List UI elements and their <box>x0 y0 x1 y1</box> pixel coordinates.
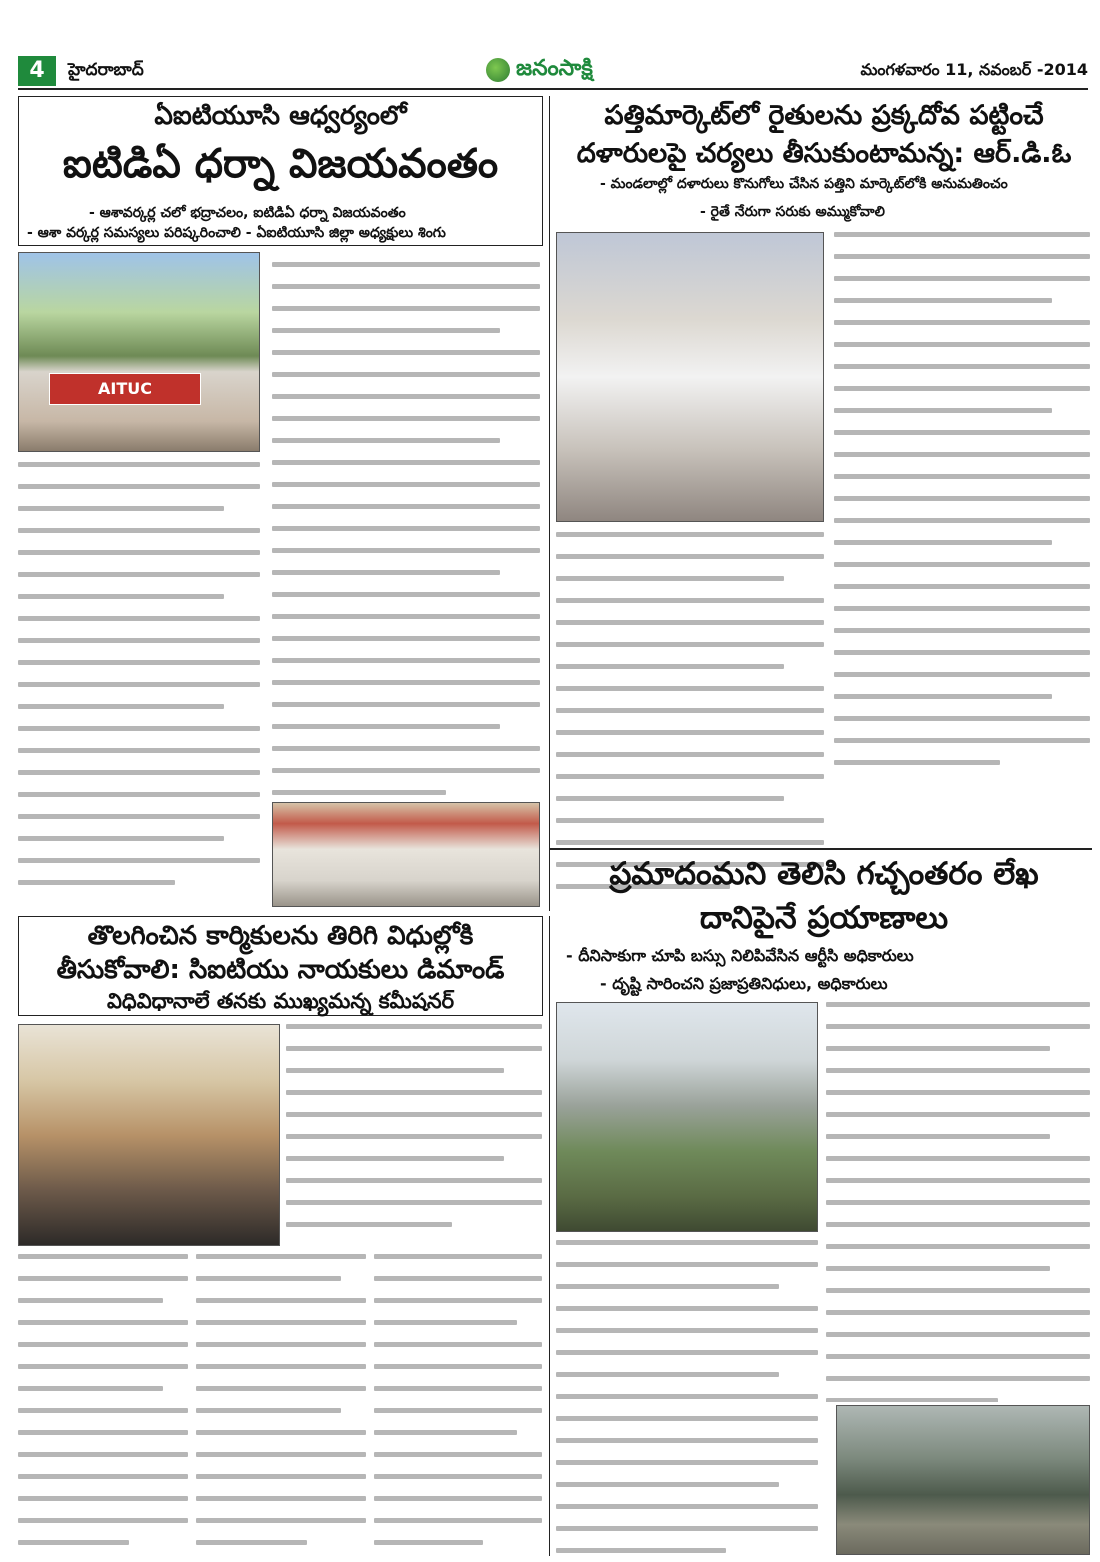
story1-body-col-1 <box>18 462 260 910</box>
page-number: 4 <box>18 56 56 86</box>
story2-subhead-2: - రైతే నేరుగా సరుకు అమ్ముకోవాలి <box>700 204 885 220</box>
story1-subhead-2: - ఆశా వర్కర్ల సమస్యలు పరిష్కరించాలి - ఏఐటియూసి జిల్లా అధ్యక్షులు శింగు <box>27 225 446 241</box>
story3-body-col-top <box>286 1024 542 1246</box>
story3-header-box <box>18 916 543 1016</box>
masthead <box>18 50 1088 90</box>
story3-body-col-2 <box>196 1254 366 1554</box>
story4-headline-line-1: ప్రమాదంమని తెలిసి గచ్చంతరం లేఖ <box>609 856 1039 892</box>
story4-subhead-2: - దృష్టి సారించని ప్రజాప్రతినిధులు, అధికారులు <box>600 974 888 993</box>
story2-headline-line-1: పత్తిమార్కెట్‌లో రైతులను ప్రక్కదోవ పట్టించే <box>604 100 1044 131</box>
story3-body-col-1 <box>18 1254 188 1554</box>
story2-body-col-2 <box>834 232 1090 802</box>
story3-subhead: విధివిధానాలే తనకు ముఖ్యమన్న కమీషనర్ <box>106 989 455 1013</box>
story1-headline: ఐటిడిఏ ధర్నా విజయవంతం <box>62 141 499 187</box>
rally-photo <box>18 252 260 452</box>
damaged-culvert-photo <box>556 1002 818 1232</box>
logo-text: జనంసాక్షి <box>516 56 593 81</box>
story4-body-col-1 <box>556 1240 818 1558</box>
newspaper-logo <box>486 52 636 88</box>
story1-kicker: ఏఐటియూసి ఆధ్వర్యంలో <box>154 101 407 131</box>
story1-subhead-1: - ఆశావర్కర్ల చలో భద్రాచలం, ఐటిడిఏ ధర్నా విజయవంతం <box>89 205 406 221</box>
story3-body-col-3 <box>374 1254 542 1554</box>
story4-headline-line-2: దానిపైనే ప్రయాణాలు <box>699 900 949 936</box>
office-meeting-photo <box>18 1024 280 1246</box>
aituc-banner: AITUC <box>49 373 201 405</box>
issue-date: మంగళవారం 11, నవంబర్ -2014 <box>860 60 1088 79</box>
story1-header-box <box>18 96 543 246</box>
story2-headline-line-2: దళారులపై చర్యలు తీసుకుంటామన్న: ఆర్.డి.ఓ <box>576 138 1072 169</box>
leaf-logo-icon <box>486 58 510 82</box>
story4-body-col-2 <box>826 1002 1090 1402</box>
story4-subhead-1: - దీనిసాకుగా చూపి బస్సు నిలిపివేసిన ఆర్టీసి అధికారులు <box>566 946 914 965</box>
story-divider <box>549 848 1092 850</box>
story3-headline-line-2: తీసుకోవాలి: సిఐటియు నాయకులు డిమాండ్ <box>56 955 505 985</box>
story1-body-col-2 <box>272 262 540 802</box>
story2-subhead-1: - మండలాల్లో దళారులు కొనుగోలు చేసిన పత్తిని మార్కెట్‌లోకి అనుమతించం <box>600 176 1008 192</box>
column-divider <box>549 96 550 911</box>
column-divider-bottom <box>549 916 550 1556</box>
bridge-photo <box>836 1405 1090 1555</box>
sit-in-protest-photo <box>272 802 540 907</box>
story3-headline-line-1: తొలగించిన కార్మికులను తిరిగి విధుల్లోకి <box>87 921 474 951</box>
edition-city: హైదరాబాద్ <box>68 60 144 80</box>
meeting-photo <box>556 232 824 522</box>
